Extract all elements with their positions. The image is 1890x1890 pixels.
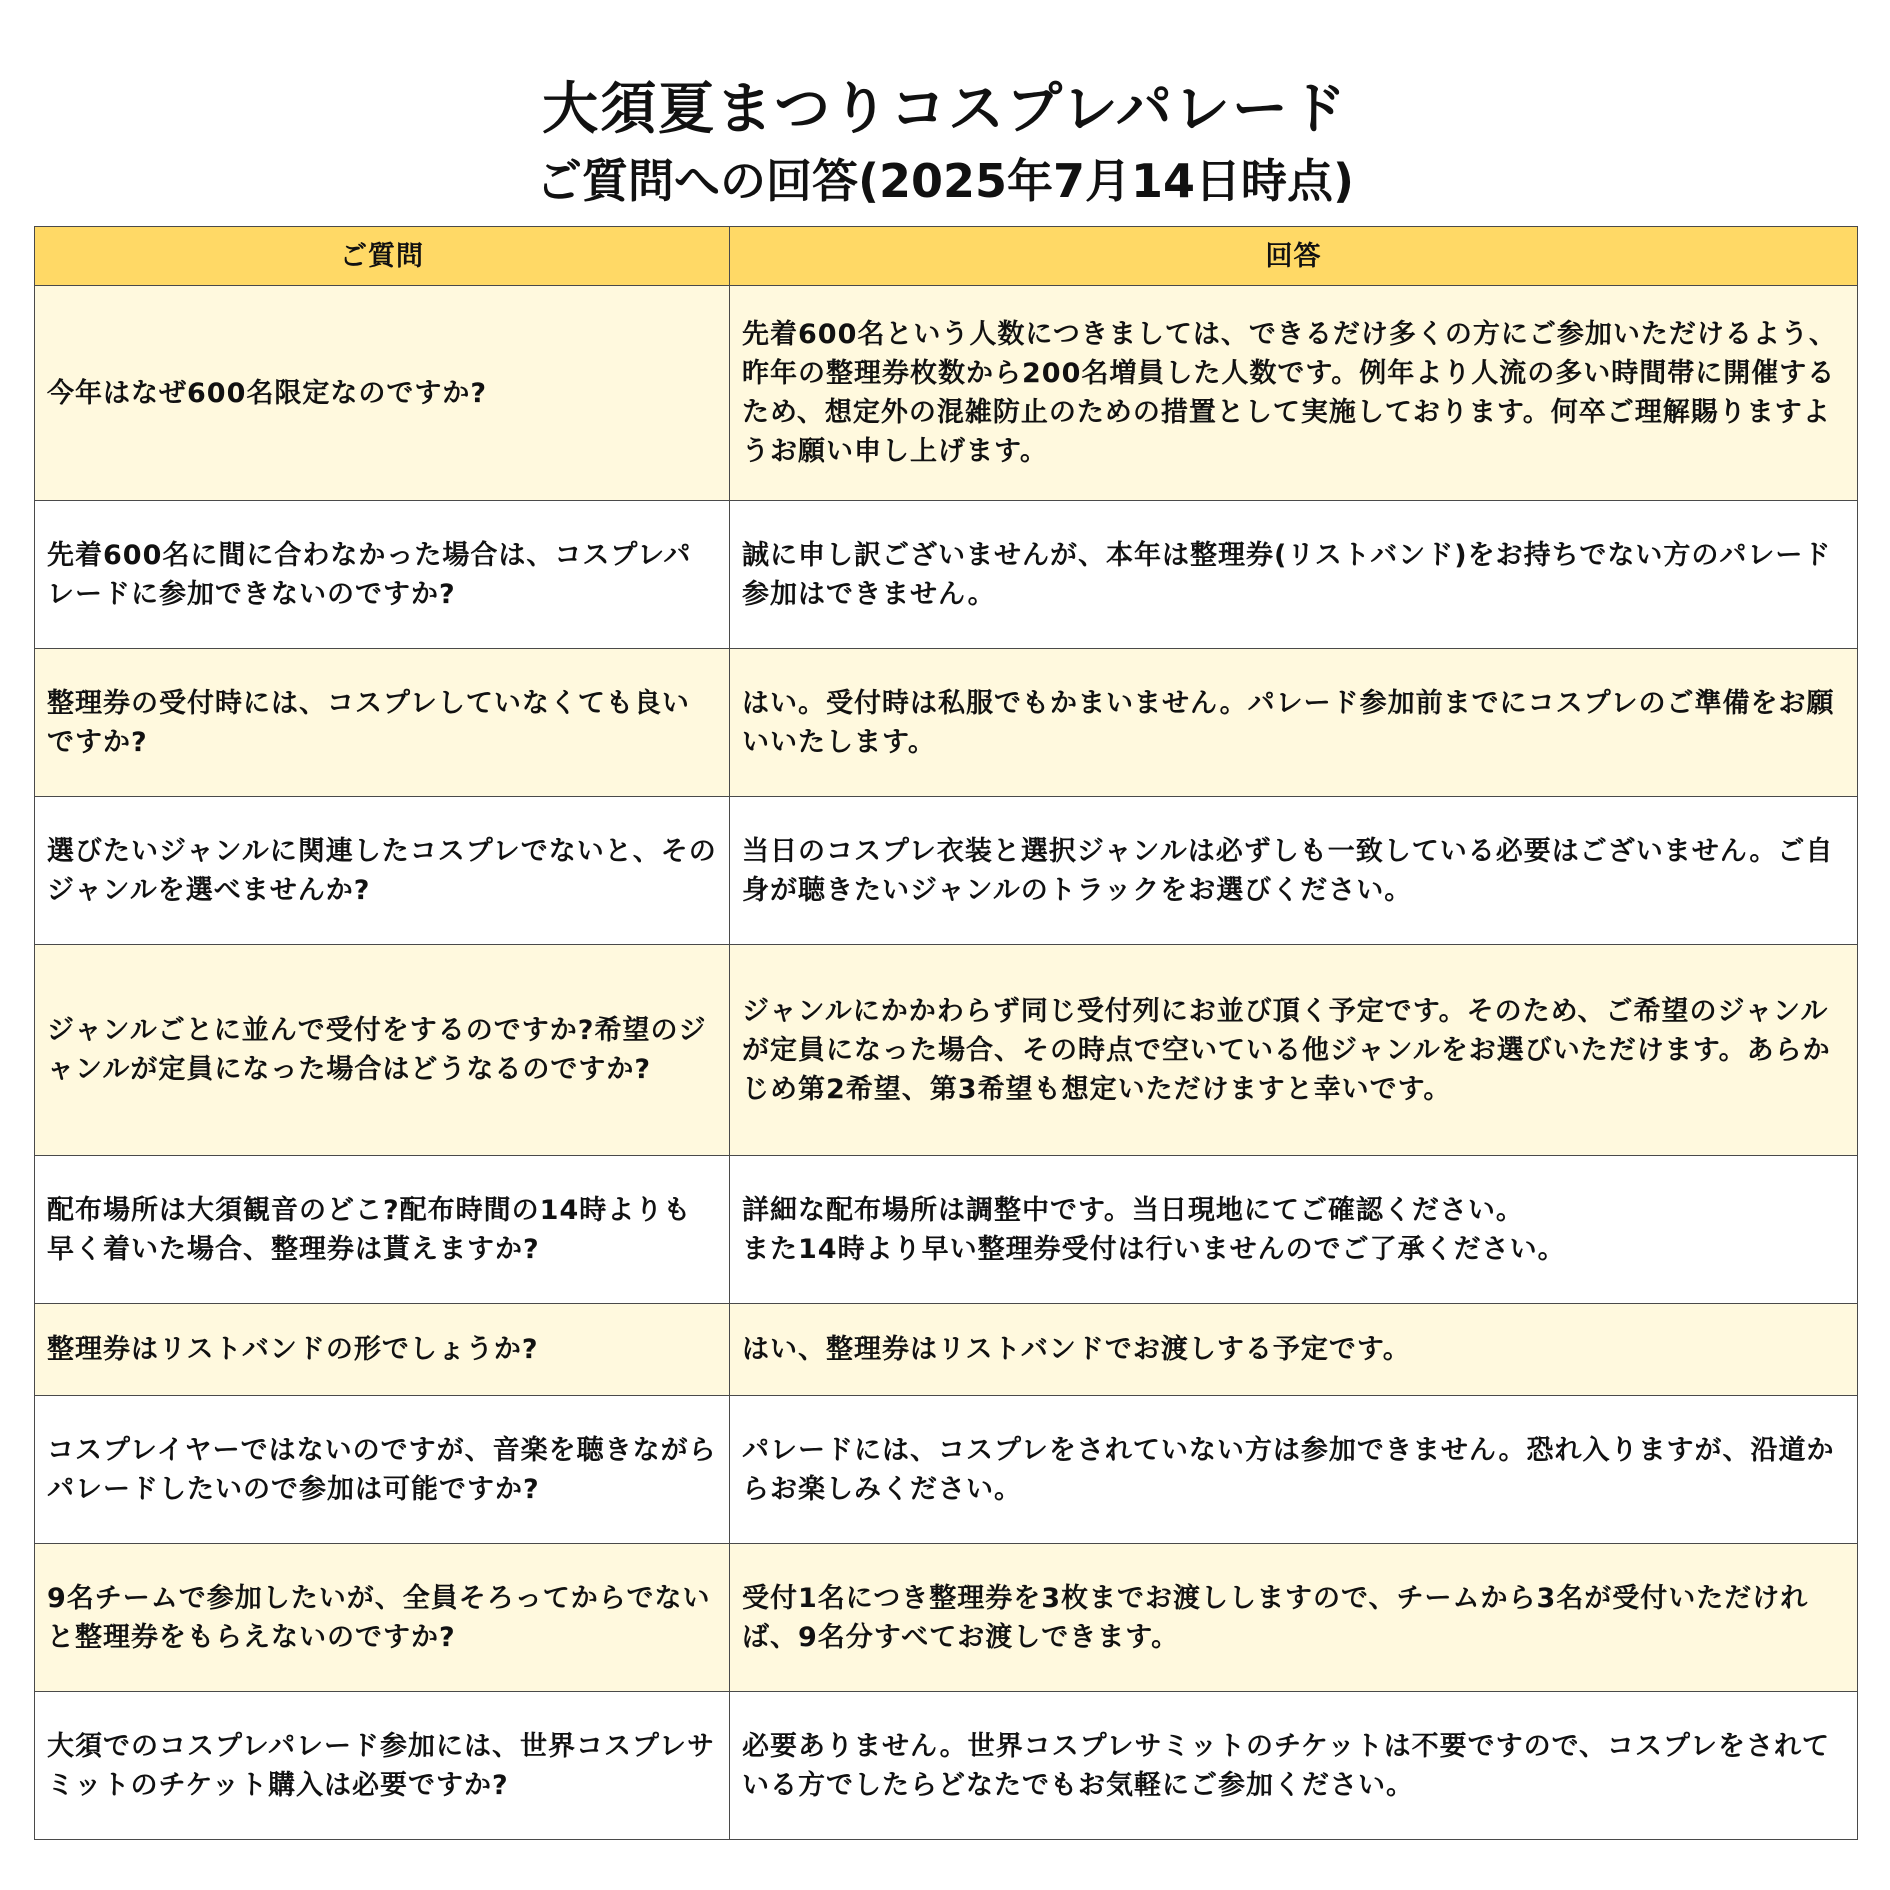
answer-cell: はい、整理券はリストバンドでお渡しする予定です。: [730, 1304, 1858, 1396]
table-row: [35, 501, 1858, 649]
answer-cell: 詳細な配布場所は調整中です。当日現地にてご確認ください。 また14時より早い整理券受付は行いませんのでご了承ください。: [730, 1156, 1858, 1304]
header-answer: 回答: [730, 227, 1858, 286]
page-subtitle: ご質問への回答(2025年7月14日時点): [535, 154, 1355, 208]
question-cell: 9名チームで参加したいが、全員そろってからでないと整理券をもらえないのですか?: [35, 1544, 730, 1692]
faq-table: [34, 226, 1858, 1840]
answer-cell: 当日のコスプレ衣装と選択ジャンルは必ずしも一致している必要はございません。ご自身が聴きたいジャンルのトラックをお選びください。: [730, 797, 1858, 945]
question-cell: 大須でのコスプレパレード参加には、世界コスプレサミットのチケット購入は必要ですか?: [35, 1692, 730, 1840]
answer-cell: 必要ありません。世界コスプレサミットのチケットは不要ですので、コスプレをされている方でしたらどなたでもお気軽にご参加ください。: [730, 1692, 1858, 1840]
page-title: 大須夏まつりコスプレパレード: [542, 77, 1348, 142]
answer-cell: 先着600名という人数につきましては、できるだけ多くの方にご参加いただけるよう、昨年の整理券枚数から200名増員した人数です。例年より人流の多い時間帯に開催するため、想定外の混雑防止のための措置として実施しております。何卒ご理解賜りますようお願い申し上げます。: [730, 286, 1858, 501]
answer-cell: 受付1名につき整理券を3枚までお渡ししますので、チームから3名が受付いただければ、9名分すべてお渡しできます。: [730, 1544, 1858, 1692]
table-row: [35, 1304, 1858, 1396]
question-cell: 整理券の受付時には、コスプレしていなくても良いですか?: [35, 649, 730, 797]
question-cell: 配布場所は大須観音のどこ?配布時間の14時よりも早く着いた場合、整理券は貰えますか?: [35, 1156, 730, 1304]
table-row: [35, 797, 1858, 945]
answer-cell: パレードには、コスプレをされていない方は参加できません。恐れ入りますが、沿道からお楽しみください。: [730, 1396, 1858, 1544]
answer-cell: ジャンルにかかわらず同じ受付列にお並び頂く予定です。そのため、ご希望のジャンルが定員になった場合、その時点で空いている他ジャンルをお選びいただけます。あらかじめ第2希望、第3希望も想定いただけますと幸いです。: [730, 945, 1858, 1156]
table-row: [35, 1692, 1858, 1840]
question-cell: ジャンルごとに並んで受付をするのですか?希望のジャンルが定員になった場合はどうなるのですか?: [35, 945, 730, 1156]
table-row: [35, 1156, 1858, 1304]
table-row: [35, 1396, 1858, 1544]
table-row: [35, 1544, 1858, 1692]
table-row: [35, 649, 1858, 797]
answer-cell: はい。受付時は私服でもかまいません。パレード参加前までにコスプレのご準備をお願いいたします。: [730, 649, 1858, 797]
table-header-row: [35, 227, 1858, 286]
answer-cell: 誠に申し訳ございませんが、本年は整理券(リストバンド)をお持ちでない方のパレード参加はできません。: [730, 501, 1858, 649]
question-cell: コスプレイヤーではないのですが、音楽を聴きながらパレードしたいので参加は可能ですか?: [35, 1396, 730, 1544]
question-cell: 選びたいジャンルに関連したコスプレでないと、そのジャンルを選べませんか?: [35, 797, 730, 945]
question-cell: 先着600名に間に合わなかった場合は、コスプレパレードに参加できないのですか?: [35, 501, 730, 649]
header-question: ご質問: [35, 227, 730, 286]
table-row: [35, 286, 1858, 501]
question-cell: 整理券はリストバンドの形でしょうか?: [35, 1304, 730, 1396]
question-cell: 今年はなぜ600名限定なのですか?: [35, 286, 730, 501]
table-row: [35, 945, 1858, 1156]
